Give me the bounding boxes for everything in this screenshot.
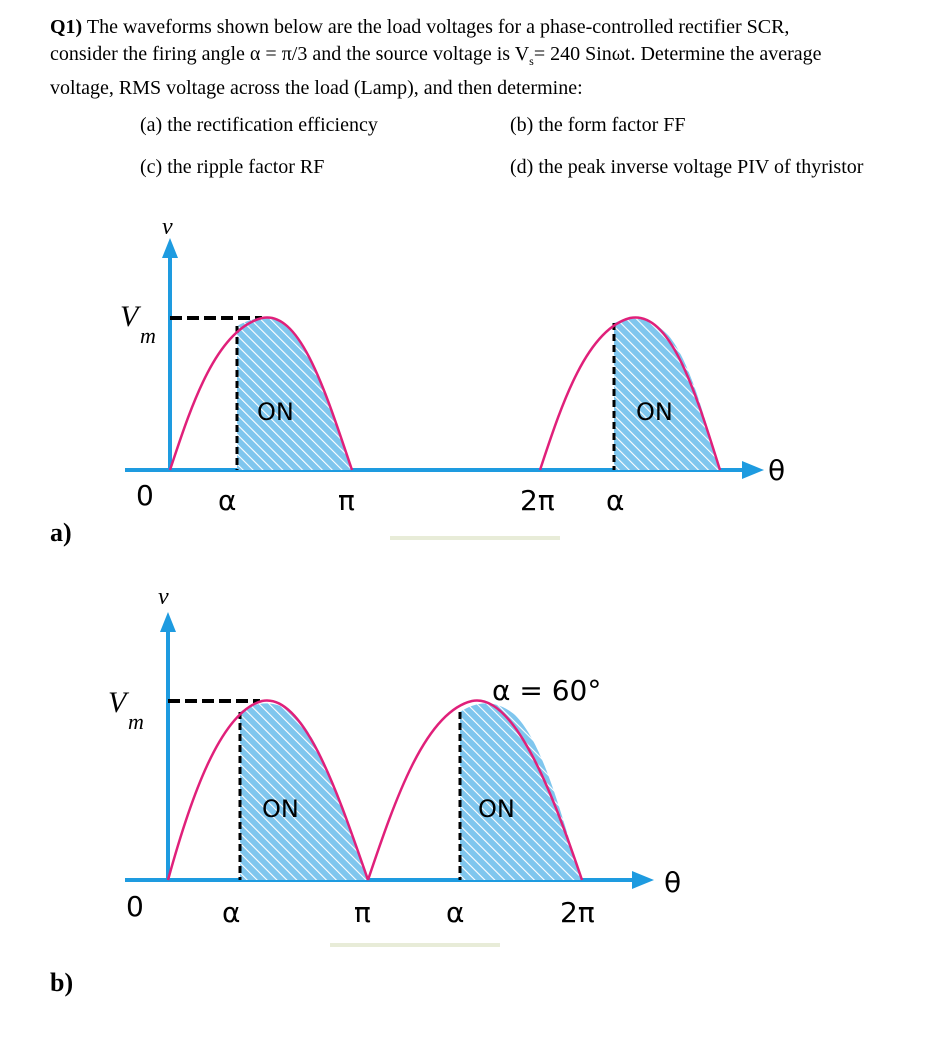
question-line-2-text: consider the firing angle α = π/3 and the source voltage is V: [50, 43, 530, 65]
sub-item-a: (a) the rectification efficiency: [140, 114, 378, 136]
on-label-2-b: ON: [478, 795, 515, 823]
vm-subscript-a: m: [140, 323, 156, 348]
vm-label-b: V: [108, 686, 127, 719]
y-axis-label-a: v: [162, 214, 173, 240]
tick-pi-b: π: [354, 896, 371, 929]
on-label-1-b: ON: [262, 795, 299, 823]
on-region-1-a: [237, 318, 352, 471]
on-label-1-a: ON: [257, 398, 294, 426]
x-axis-label-a: θ: [768, 454, 786, 487]
question-line-1-text: The waveforms shown below are the load voltages for a phase-controlled rectifier SCR,: [86, 16, 790, 38]
question-number: Q1): [50, 16, 83, 38]
origin-label-b: 0: [126, 890, 144, 923]
panel-b-label: b): [50, 968, 74, 997]
y-axis-label-b: v: [158, 584, 169, 610]
tick-2pi-b: 2π: [560, 896, 595, 929]
vm-subscript-b: m: [128, 709, 144, 734]
on-region-2-a: [614, 319, 720, 470]
y-axis-arrow-b: [160, 612, 176, 632]
panel-a-label: a): [50, 518, 72, 547]
x-axis-arrow-a: [742, 461, 764, 479]
sub-item-c: (c) the ripple factor RF: [140, 156, 325, 178]
vm-label-a: V: [120, 300, 139, 333]
tick-alpha-2-a: α: [606, 484, 625, 517]
origin-label-a: 0: [136, 479, 154, 512]
sub-item-b: (b) the form factor FF: [510, 114, 686, 136]
tick-pi-a: π: [338, 484, 355, 517]
on-region-2-b: [460, 703, 582, 880]
question-line-2-end: = 240 Sinωt. Determine the average: [533, 43, 822, 65]
on-label-2-a: ON: [636, 398, 673, 426]
vs-subscript: s: [529, 54, 534, 68]
x-axis-arrow-b: [632, 871, 654, 889]
tick-alpha-2-b: α: [446, 896, 465, 929]
y-axis-arrow-a: [162, 238, 178, 258]
question-line-3-text: voltage, RMS voltage across the load (Lamp), and then determine:: [50, 77, 583, 99]
x-axis-label-b: θ: [664, 866, 682, 899]
tick-2pi-a: 2π: [520, 484, 555, 517]
sub-item-d: (d) the peak inverse voltage PIV of thyristor: [510, 156, 864, 178]
alpha-annotation-b: α = 60°: [492, 674, 602, 707]
tick-alpha-1-a: α: [218, 484, 237, 517]
tick-alpha-1-b: α: [222, 896, 241, 929]
